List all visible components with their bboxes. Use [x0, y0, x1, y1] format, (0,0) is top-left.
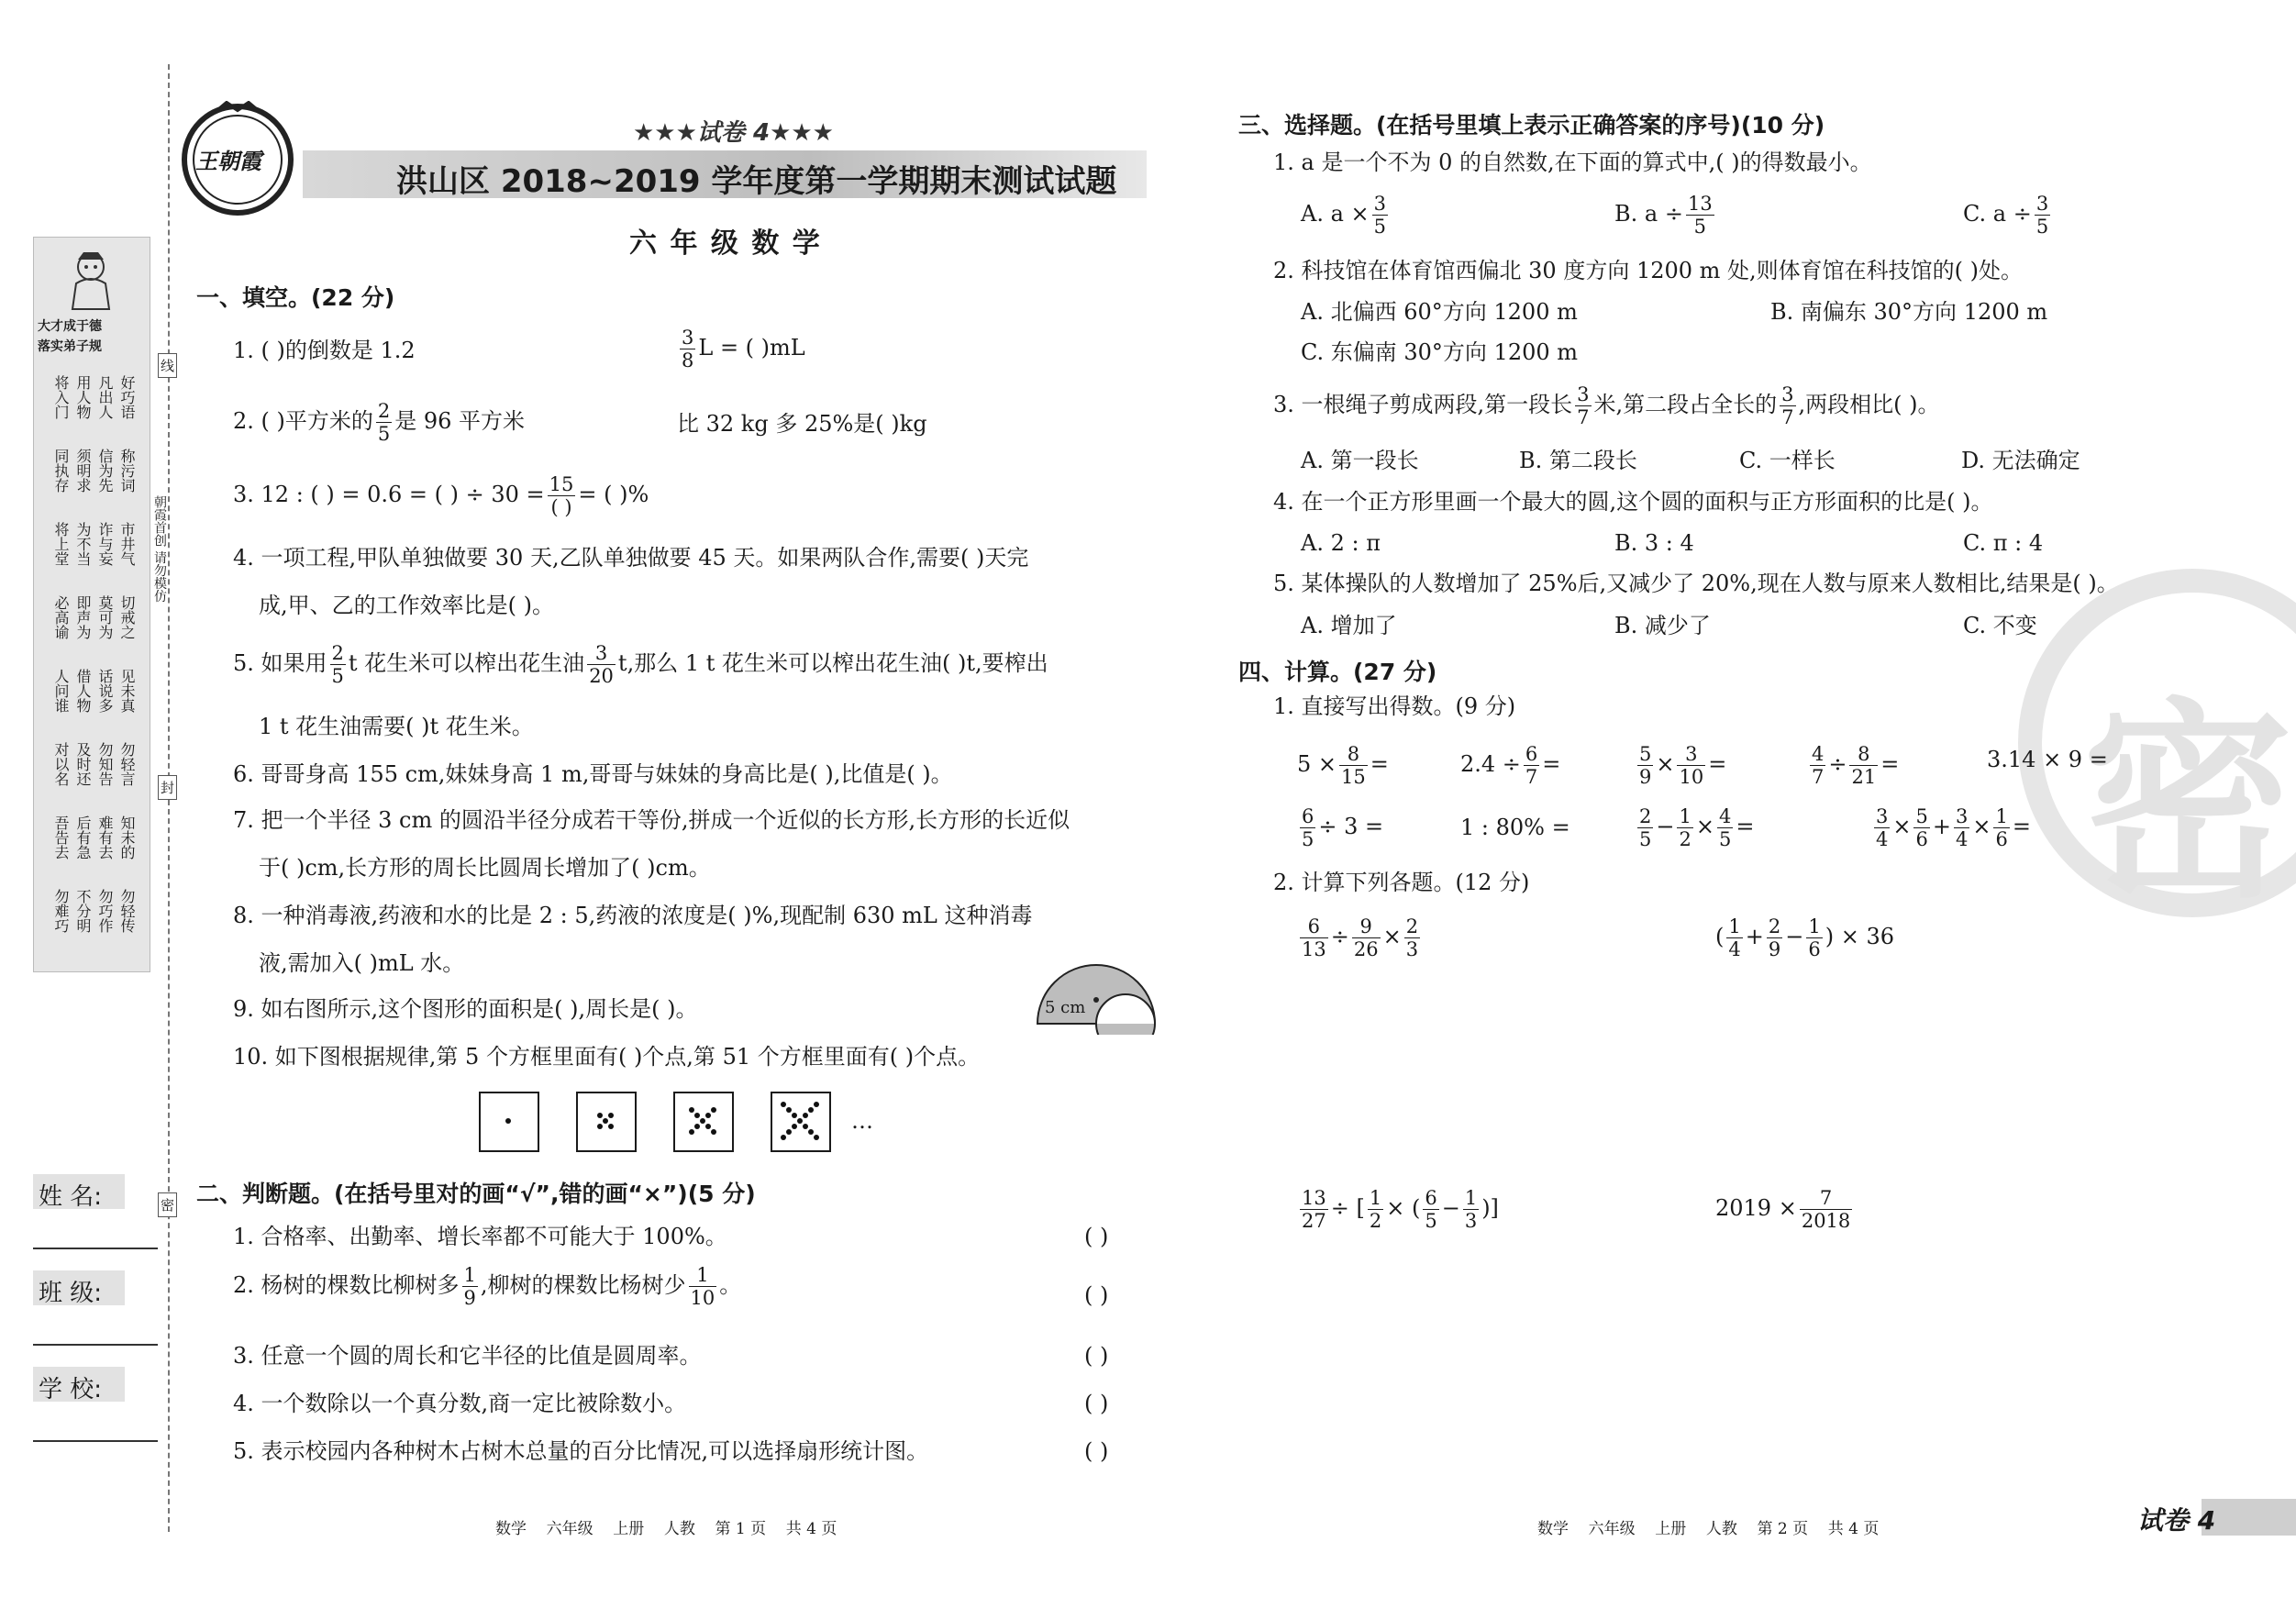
- s1-q5-l2: 1 t 花生油需要( )t 花生米。: [259, 714, 534, 739]
- s1-q9: 9. 如右图所示,这个图形的面积是( ),周长是( )。: [233, 996, 698, 1022]
- dot: [597, 1113, 603, 1118]
- s3-q3: [1273, 383, 1940, 428]
- q9-figure: [1032, 943, 1160, 1035]
- fraction: $\frac{7}{2018}$: [1801, 1187, 1851, 1233]
- calc-r2c4: $\frac{3}{4}$ × $\frac{5}{6}$ + $\frac{3}{4}$ × $\frac{1}{6}$ =: [1876, 805, 2031, 851]
- s1-q8-l1: 8. 一种消毒液,药液和水的比是 2 : 5,药液的浓度是( )%,现配制 630 mL 这种消毒: [233, 903, 1033, 928]
- fraction: $\frac{3}{7}$: [1781, 383, 1794, 429]
- s2-item-3: 3. 任意一个圆的周长和它半径的比值是圆周率。: [233, 1343, 702, 1369]
- fraction: $\frac{13}{5}$: [1687, 193, 1713, 238]
- fraction: $\frac{2}{5}$: [377, 400, 391, 446]
- eq: =: [1370, 751, 1389, 778]
- s3-q3-opt-a: A. 第一段长: [1301, 448, 1419, 473]
- opt-b-text: B. a ÷: [1614, 201, 1683, 227]
- section2-heading: 二、判断题。(在括号里对的画“√”,错的画“×”)(5 分): [196, 1181, 756, 1207]
- s2-answer-2[interactable]: ( ): [1084, 1282, 1109, 1308]
- eq: =: [1542, 751, 1561, 778]
- fraction: $\frac{4}{5}$: [1718, 805, 1732, 851]
- motto-col: 称污词: [118, 449, 136, 493]
- motto-col: 将入门: [52, 375, 70, 419]
- calc-r2c1: $\frac{6}{5}$ ÷ 3 =: [1302, 805, 1384, 851]
- s1-q10: 10. 如下图根据规律,第 5 个方框里面有( )个点,第 51 个方框里面有( )个点。: [233, 1044, 981, 1070]
- fraction: $\frac{3}{20}$: [589, 642, 614, 688]
- motto-col: 好巧语: [118, 375, 136, 419]
- class-label: 班 级:: [39, 1280, 103, 1307]
- logo: [179, 101, 296, 218]
- motto-col: 将上堂: [52, 522, 70, 566]
- pattern-box-4: [771, 1092, 831, 1152]
- motto-col: 对以名: [52, 742, 70, 786]
- dot: [781, 1102, 786, 1107]
- pattern-ellipsis: …: [851, 1108, 873, 1134]
- s2-item-4: 4. 一个数除以一个真分数,商一定比被除数小。: [233, 1391, 687, 1416]
- s1-q3: [233, 473, 649, 518]
- calc-r1c5: 3.14 × 9 =: [1987, 747, 2108, 772]
- dot: [711, 1107, 716, 1113]
- s1-q5-l1: [233, 642, 1048, 687]
- calc-p3: $\frac{13}{27}$ ÷ [ $\frac{1}{2}$ × ( $\frac{6}{5}$ − $\frac{1}{3}$ )]: [1302, 1187, 1499, 1233]
- fraction: $\frac{1}{3}$: [1464, 1187, 1478, 1233]
- s2-answer-3[interactable]: ( ): [1084, 1343, 1109, 1369]
- dot: [808, 1107, 814, 1113]
- dot: [792, 1124, 797, 1129]
- fraction: $\frac{4}{7}$: [1812, 743, 1825, 789]
- motto-col: 后有急: [74, 815, 92, 859]
- s3-q4-opt-a: A. 2 : π: [1301, 530, 1381, 556]
- s2-item-5: 5. 表示校园内各种树木占树木总量的百分比情况,可以选择扇形统计图。: [233, 1438, 929, 1464]
- motto-col: 须明求: [74, 449, 92, 493]
- s2-item-2-mid: ,柳树的棵数比杨树少: [480, 1272, 686, 1299]
- s2-answer-5[interactable]: ( ): [1084, 1438, 1109, 1464]
- dot: [705, 1124, 711, 1129]
- s2-item-1: 1. 合格率、出勤率、增长率都不可能大于 100%。: [233, 1224, 727, 1249]
- s4-sub1: 1. 直接写出得数。(9 分): [1273, 693, 1516, 719]
- section1-heading: 一、填空。(22 分): [196, 284, 395, 311]
- dot: [781, 1135, 786, 1140]
- fraction: $\frac{2}{3}$: [1405, 915, 1419, 961]
- s3-q3-mid: 米,第二段占全长的: [1593, 392, 1778, 418]
- s3-q4-opt-b: B. 3 : 4: [1614, 530, 1694, 556]
- side-note: 朝霞首创 请勿模仿: [152, 495, 167, 603]
- calc-r1c2: [1460, 743, 1560, 788]
- eq: =: [1736, 814, 1755, 840]
- s1-q5-mid2: t,那么 1 t 花生米可以榨出花生油( )t,要榨出: [617, 650, 1048, 677]
- s1-q7-l2: 于( )cm,长方形的周长比圆周长增加了( )cm。: [259, 855, 711, 881]
- calc-r2c3: $\frac{2}{5}$ − $\frac{1}{2}$ × $\frac{4}{5}$ =: [1639, 805, 1755, 851]
- motto-panel: [33, 237, 150, 972]
- q9-figure-label: 5 cm: [1045, 998, 1086, 1017]
- s2-item-2-pre: 2. 杨树的棵数比柳树多: [233, 1272, 460, 1299]
- dot: [705, 1113, 711, 1118]
- fraction: $\frac{2}{9}$: [1768, 915, 1781, 961]
- s3-q3-end: ,两段相比( )。: [1798, 392, 1940, 418]
- school-field[interactable]: [33, 1440, 158, 1442]
- motto-col: 及时还: [74, 742, 92, 786]
- motto-col: 勿难巧: [52, 889, 70, 933]
- s3-q3-pre: 3. 一根绳子剪成两段,第一段长: [1273, 392, 1573, 418]
- name-field[interactable]: [33, 1248, 158, 1249]
- s1-q4-l1: 4. 一项工程,甲队单独做要 30 天,乙队单独做要 45 天。如果两队合作,需要( )天完: [233, 545, 1029, 571]
- motto-col: 勿轻言: [118, 742, 136, 786]
- dot: [803, 1124, 808, 1129]
- margin-strip: [0, 0, 175, 1597]
- dot: [814, 1102, 819, 1107]
- fraction: $\frac{3}{7}$: [1577, 383, 1590, 429]
- dot: [814, 1135, 819, 1140]
- motto-columns: [41, 375, 144, 962]
- motto-col: 必高谕: [52, 595, 70, 639]
- fraction: $\frac{3}{4}$: [1876, 805, 1889, 851]
- fraction: $\frac{3}{5}$: [1373, 193, 1387, 238]
- fraction: $\frac{8}{15}$: [1341, 743, 1366, 789]
- motto-col: 信为先: [96, 449, 114, 493]
- s3-q3-opt-b: B. 第二段长: [1519, 448, 1637, 473]
- pattern-box-2: [576, 1092, 637, 1152]
- fraction: $\frac{2}{5}$: [331, 642, 344, 688]
- eq: =: [1880, 751, 1900, 778]
- dot: [786, 1129, 792, 1135]
- s1-q3-end: = ( )%: [578, 482, 649, 508]
- motto-col: 同执存: [52, 449, 70, 493]
- s3-q5: 5. 某体操队的人数增加了 25%后,又减少了 20%,现在人数与原来人数相比,结果是( )。: [1273, 571, 2119, 596]
- fraction: $\frac{9}{26}$: [1353, 915, 1379, 961]
- s1-q1b: [677, 327, 805, 372]
- motto-bottom: 落实弟子规: [38, 339, 102, 354]
- s1-q8-l2: 液,需加入( )mL 水。: [259, 950, 465, 976]
- fraction: $\frac{3}{5}$: [2035, 193, 2049, 238]
- dot: [603, 1118, 608, 1124]
- fraction: $\frac{2}{5}$: [1639, 805, 1652, 851]
- paper-tag: ★★★试卷 4★★★: [633, 119, 834, 147]
- s4-sub2: 2. 计算下列各题。(12 分): [1273, 870, 1530, 895]
- calc-p2: ( $\frac{1}{4}$ + $\frac{2}{9}$ − $\frac{1}{6}$ ) × 36: [1715, 915, 1894, 961]
- fraction: $\frac{5}{6}$: [1915, 805, 1928, 851]
- s3-q1-opt-c: [1963, 193, 2053, 238]
- class-field[interactable]: [33, 1344, 158, 1346]
- s1-q2a-post: 是 96 平方米: [394, 408, 526, 435]
- opt-a-text: A. a ×: [1301, 201, 1370, 227]
- fraction: $\frac{1}{2}$: [1679, 805, 1691, 851]
- fraction: $\frac{1}{6}$: [1808, 915, 1821, 961]
- watermark-char: 密: [2082, 682, 2294, 926]
- eq: =: [1708, 751, 1727, 778]
- motto-col: 用人物: [74, 375, 92, 419]
- fraction: $\frac{5}{9}$: [1639, 743, 1652, 789]
- fraction: $\frac{8}{21}$: [1851, 743, 1877, 789]
- s1-q2a: [233, 400, 525, 445]
- dot: [597, 1124, 603, 1129]
- pattern-box-3: [673, 1092, 734, 1152]
- s1-q5-pre: 5. 如果用: [233, 650, 327, 677]
- eq: =: [2012, 814, 2031, 840]
- motto-col: 吾告去: [52, 815, 70, 859]
- fraction: $\frac{1}{6}$: [1995, 805, 2008, 851]
- school-label: 学 校:: [39, 1376, 103, 1403]
- pattern-box-1: [479, 1092, 539, 1152]
- s3-q5-opt-a: A. 增加了: [1301, 613, 1397, 638]
- fraction: $\frac{1}{2}$: [1369, 1187, 1382, 1233]
- s2-item-2-end: 。: [719, 1272, 742, 1299]
- motto-col: 为不当: [74, 522, 92, 566]
- motto-col: 诈与妄: [96, 522, 114, 566]
- calc-p4: [1715, 1187, 1855, 1232]
- s3-q4: 4. 在一个正方形里画一个最大的圆,这个圆的面积与正方形面积的比是( )。: [1273, 489, 1993, 515]
- motto-col: 见未真: [118, 669, 136, 713]
- motto-col: 凡出人: [96, 375, 114, 419]
- dot: [792, 1113, 797, 1118]
- s1-q1b-text: L = ( )mL: [698, 335, 805, 361]
- logo-text: 王朝霞: [195, 148, 261, 174]
- fraction: $\frac{6}{5}$: [1302, 805, 1314, 851]
- fraction: $\frac{6}{5}$: [1425, 1187, 1437, 1233]
- s3-q2: 2. 科技馆在体育馆西偏北 30 度方向 1200 m 处,则体育馆在科技馆的( )处。: [1273, 258, 2024, 283]
- s3-q1: 1. a 是一个不为 0 的自然数,在下面的算式中,( )的得数最小。: [1273, 150, 1872, 175]
- dot: [700, 1118, 705, 1124]
- section3-heading: 三、选择题。(在括号里填上表示正确答案的序号)(10 分): [1238, 112, 1825, 139]
- motto-col: 难有去: [96, 815, 114, 859]
- motto-col: 切戒之: [118, 595, 136, 639]
- name-label: 姓 名:: [39, 1183, 103, 1211]
- dot: [608, 1113, 614, 1118]
- s2-answer-4[interactable]: ( ): [1084, 1391, 1109, 1416]
- s3-q3-opt-c: C. 一样长: [1739, 448, 1836, 473]
- motto-col: 即声为: [74, 595, 92, 639]
- motto-top: 大才成于德: [38, 319, 102, 334]
- boy-illustration: [61, 247, 120, 311]
- opt-c-text: C. a ÷: [1963, 201, 2032, 227]
- s3-q2-opt-b: B. 南偏东 30°方向 1200 m: [1770, 299, 2048, 325]
- s1-q3-text: 3. 12 : ( ) = 0.6 = ( ) ÷ 30 =: [233, 482, 545, 508]
- dot: [689, 1129, 694, 1135]
- calc-r2c2: 1 : 80% =: [1460, 815, 1570, 840]
- dot: [711, 1129, 716, 1135]
- dot: [694, 1113, 700, 1118]
- dot: [689, 1107, 694, 1113]
- fraction: $\frac{1}{4}$: [1728, 915, 1741, 961]
- page-subtitle: 六 年 级 数 学: [629, 227, 822, 260]
- calc-p1: $\frac{6}{13}$ ÷ $\frac{9}{26}$ × $\frac{2}{3}$: [1302, 915, 1419, 961]
- fraction: $\frac{13}{27}$: [1302, 1187, 1326, 1233]
- s2-item-2: [233, 1264, 741, 1309]
- dot: [608, 1124, 614, 1129]
- page-title: 洪山区 2018~2019 学年度第一学期期末测试试题: [396, 163, 1117, 200]
- s3-q3-opt-d: D. 无法确定: [1961, 448, 2080, 473]
- motto-col: 人问谁: [52, 669, 70, 713]
- fraction: $\frac{3}{4}$: [1955, 805, 1969, 851]
- eq: =: [1365, 814, 1384, 840]
- motto-col: 勿轻传: [118, 889, 136, 933]
- s1-q7-l1: 7. 把一个半径 3 cm 的圆沿半径分成若干等份,拼成一个近似的长方形,长方形的长近似: [233, 807, 1070, 833]
- calc-r1c3: $\frac{5}{9}$ × $\frac{3}{10}$ =: [1639, 743, 1727, 789]
- footer-tag-bar: [2202, 1499, 2296, 1536]
- s2-answer-1[interactable]: ( ): [1084, 1224, 1109, 1249]
- dot: [803, 1113, 808, 1118]
- s3-q2-opt-c: C. 东偏南 30°方向 1200 m: [1301, 339, 1579, 365]
- fraction: $\frac{6}{13}$: [1302, 915, 1326, 961]
- fraction: 15 ( ): [549, 473, 574, 519]
- calc-r1c1: 5 × $\frac{8}{15}$ =: [1297, 743, 1389, 789]
- s3-q2-opt-a: A. 北偏西 60°方向 1200 m: [1301, 299, 1578, 325]
- motto-col: 知未的: [118, 815, 136, 859]
- binding-mark: 线: [158, 353, 177, 378]
- motto-col: 勿巧作: [96, 889, 114, 933]
- dot: [808, 1129, 814, 1135]
- motto-col: 借人物: [74, 669, 92, 713]
- s1-q5-mid1: t 花生米可以榨出花生油: [348, 650, 585, 677]
- fraction: $\frac{3}{8}$: [682, 327, 694, 372]
- section4-heading: 四、计算。(27 分): [1238, 659, 1437, 685]
- s1-q2a-pre: 2. ( )平方米的: [233, 408, 373, 435]
- motto-col: 话说多: [96, 669, 114, 713]
- fraction: $\frac{6}{7}$: [1525, 743, 1538, 789]
- footer-left: 数学 六年级 上册 人教 第 1 页 共 4 页: [495, 1520, 837, 1538]
- s3-q4-opt-c: C. π : 4: [1963, 530, 2044, 556]
- calc-p4-text: 2019 ×: [1715, 1195, 1797, 1222]
- dot: [505, 1118, 511, 1124]
- motto-col: 不分明: [74, 889, 92, 933]
- fraction: $\frac{1}{10}$: [690, 1264, 715, 1310]
- s3-q5-opt-b: B. 减少了: [1614, 613, 1711, 638]
- motto-col: 市井气: [118, 522, 136, 566]
- dot: [797, 1118, 803, 1124]
- footer-right: 数学 六年级 上册 人教 第 2 页 共 4 页: [1537, 1520, 1880, 1538]
- footer-tag: 试卷 4: [2137, 1505, 2216, 1536]
- s1-q2b: 比 32 kg 多 25%是( )kg: [677, 411, 927, 437]
- s3-q5-opt-c: C. 不变: [1963, 613, 2037, 638]
- motto-col: 莫可为: [96, 595, 114, 639]
- calc-r1c4: $\frac{4}{7}$ ÷ $\frac{8}{21}$ =: [1812, 743, 1900, 789]
- s3-q1-opt-a: [1301, 193, 1391, 238]
- dot: [694, 1124, 700, 1129]
- motto-col: 勿知告: [96, 742, 114, 786]
- fraction: $\frac{1}{9}$: [463, 1264, 476, 1310]
- binding-mark: 封: [158, 775, 177, 800]
- s1-q4-l2: 成,甲、乙的工作效率比是( )。: [259, 593, 554, 618]
- s1-q1a: 1. ( )的倒数是 1.2: [233, 338, 416, 363]
- fraction: $\frac{3}{10}$: [1679, 743, 1704, 789]
- s3-q1-opt-b: [1614, 193, 1717, 238]
- binding-mark: 密: [158, 1192, 177, 1217]
- calc-r1c2-text: 2.4 ÷: [1460, 751, 1521, 778]
- s1-q6: 6. 哥哥身高 155 cm,妹妹身高 1 m,哥哥与妹妹的身高比是( ),比值是( )。: [233, 761, 953, 787]
- dot: [786, 1107, 792, 1113]
